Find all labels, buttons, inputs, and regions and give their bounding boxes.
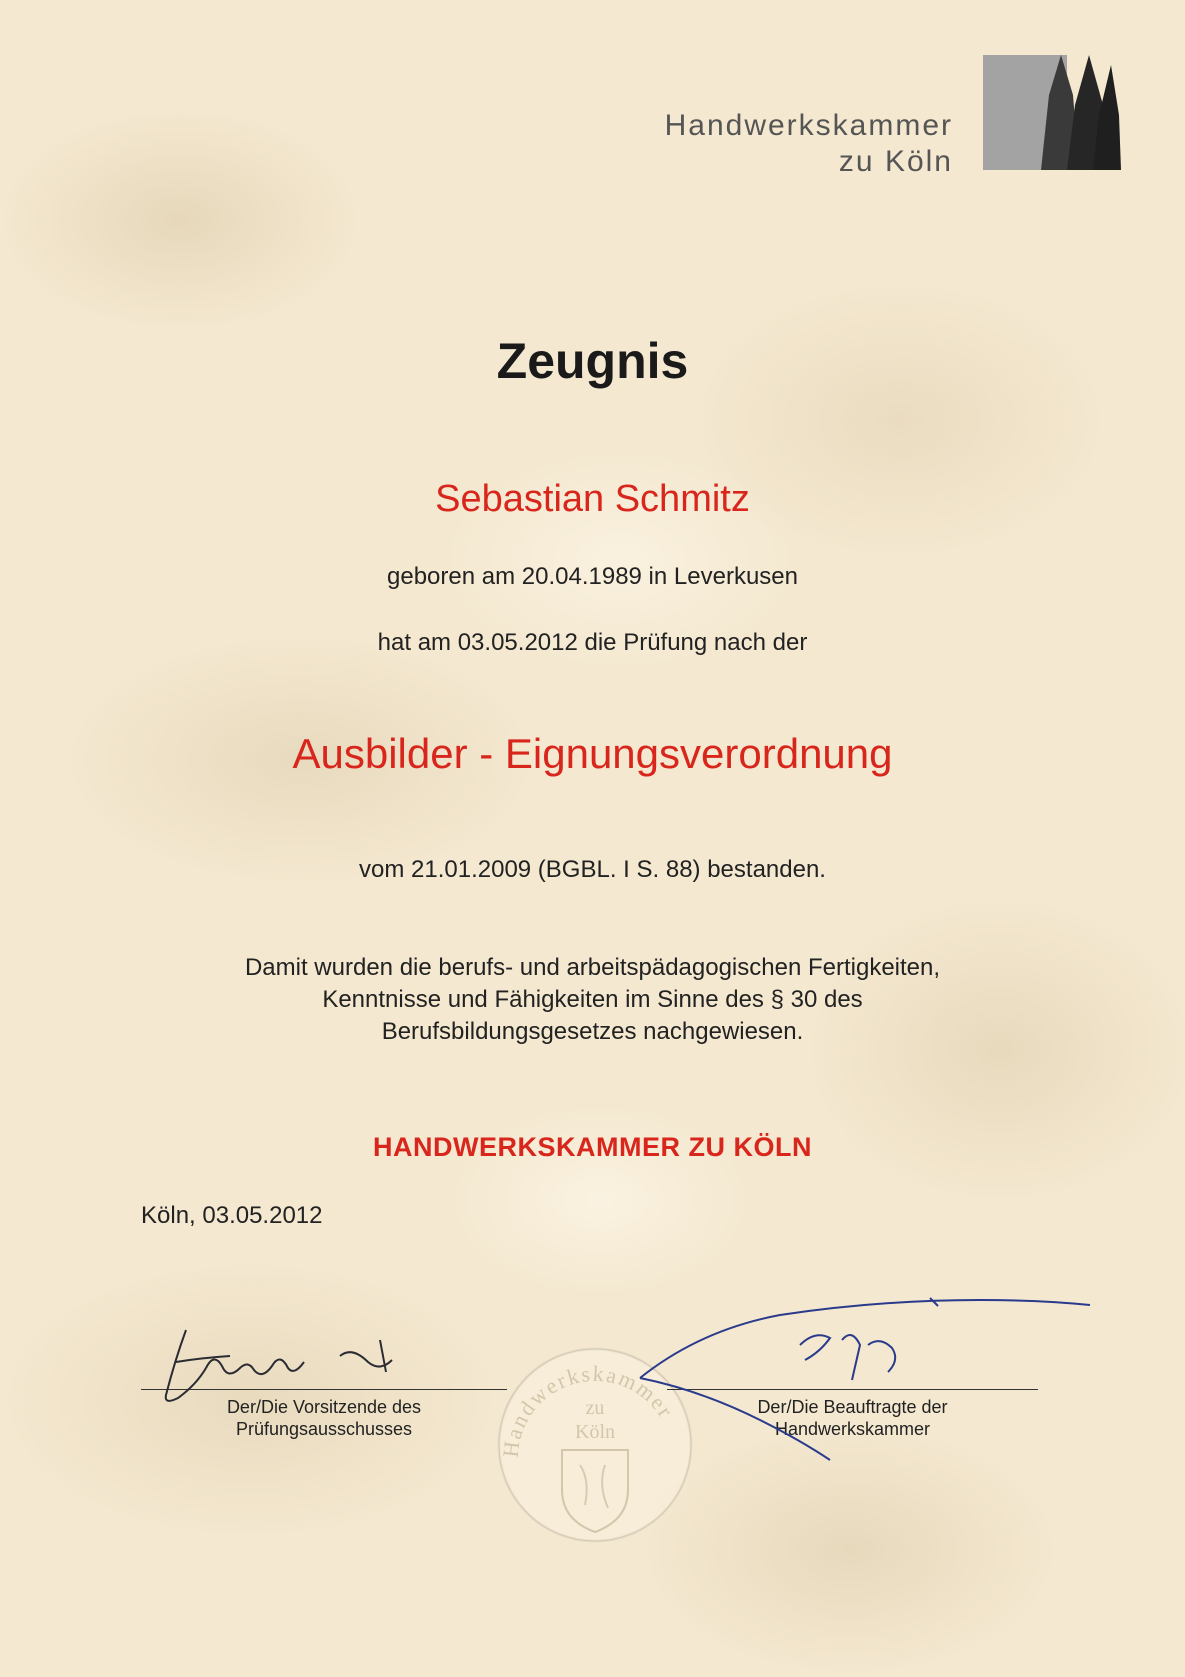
birth-line: geboren am 20.04.1989 in Leverkusen (387, 563, 798, 590)
seal-center-line2: Köln (575, 1421, 615, 1443)
exam-subject: Ausbilder - Eignungsverordnung (292, 730, 893, 777)
regulation-date-line: vom 21.01.2009 (BGBL. I S. 88) bestanden. (359, 856, 826, 883)
exam-line: hat am 03.05.2012 die Prüfung nach der (377, 629, 808, 656)
statement-line: Berufsbildungsgesetzes nachgewiesen. (381, 1018, 804, 1045)
caption-line: Handwerkskammer (774, 1419, 931, 1439)
chamber-name-line1: Handwerkskammer (664, 109, 953, 142)
certificate-title: Zeugnis (496, 333, 689, 389)
caption-line: Prüfungsausschusses (235, 1419, 413, 1439)
chamber-name-header (665, 108, 953, 180)
statement-line: Damit wurden die berufs- und arbeitspädagogischen Fertigkeiten, (244, 954, 941, 981)
seal-center-line1: zu (585, 1397, 605, 1419)
embossed-seal-icon (490, 1340, 700, 1550)
signature-caption-commissioner (667, 1396, 1038, 1440)
signature-line-commissioner (667, 1389, 1038, 1390)
signature-caption-chair (141, 1396, 507, 1440)
certificate-statement (0, 952, 1185, 1048)
signature-line-chair (141, 1389, 507, 1390)
chamber-name-line2: zu Köln (838, 145, 953, 178)
caption-line: Der/Die Beauftragte der (757, 1397, 948, 1417)
place-and-date: Köln, 03.05.2012 (141, 1202, 323, 1229)
recipient-name: Sebastian Schmitz (435, 478, 750, 520)
caption-line: Der/Die Vorsitzende des (226, 1397, 422, 1417)
seal-arc-text: Handwerkskammer (497, 1360, 680, 1459)
chamber-logo-icon (983, 55, 1121, 170)
issuer-name: HANDWERKSKAMMER ZU KÖLN (373, 1132, 812, 1162)
statement-line: Kenntnisse und Fähigkeiten im Sinne des § 30 des (322, 986, 863, 1013)
